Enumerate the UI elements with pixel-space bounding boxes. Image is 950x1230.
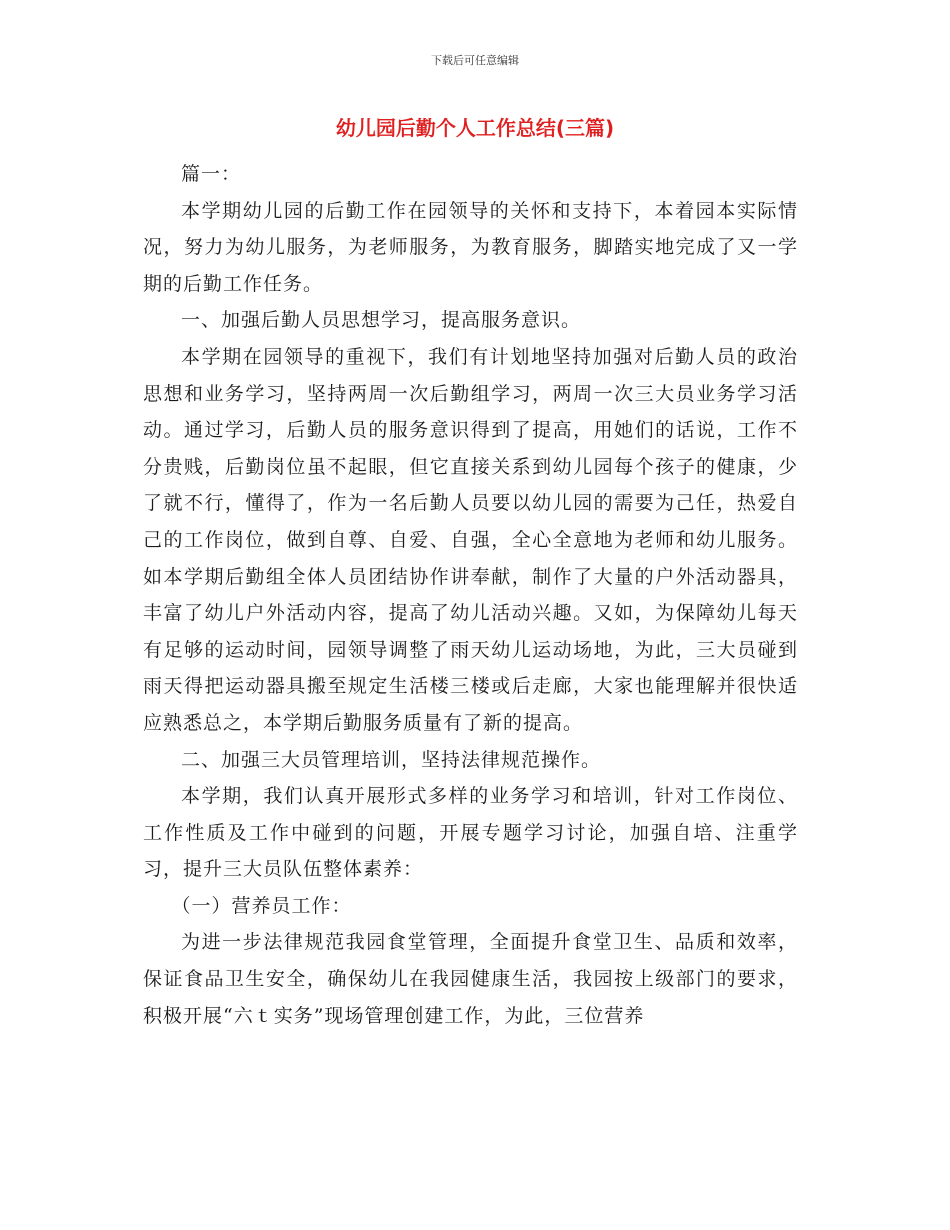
section-heading-part-one: 篇一： — [181, 163, 242, 185]
paragraph-intro: 本学期幼儿园的后勤工作在园领导的关怀和支持下，本着园本实际情况，努力为幼儿服务，为老师服务，为教育服务，脚踏实地完成了又一学期的后勤工作任务。 — [143, 199, 798, 295]
paragraph-training: 本学期，我们认真开展形式多样的业务学习和培训，针对工作岗位、工作性质及工作中碰到的问题，开展专题学习讨论，加强自培、注重学习，提升三大员队伍整体素养： — [143, 785, 798, 881]
document-title: 幼儿园后勤个人工作总结(三篇) — [335, 116, 615, 140]
page-header-note: 下载后可任意编辑 — [431, 54, 519, 67]
paragraph-study: 本学期在园领导的重视下，我们有计划地坚持加强对后勤人员的政治思想和业务学习，坚持两周一次后勤组学习，两周一次三大员业务学习活动。通过学习，后勤人员的服务意识得到了提高，用她们的话说，工作不分贵贱，后勤岗位虽不起眼，但它直接关系到幼儿园每个孩子的健康，少了就不行，懂得了，作为一名后勤人员要以幼儿园的需要为己任，热爱自己的工作岗位，做到自尊、自爱、自强，全心全意地为老师和幼儿服务。如本学期后勤组全体人员团结协作讲奉献，制作了大量的户外活动器具，丰富了幼儿户外活动内容，提高了幼儿活动兴趣。又如，为保障幼儿每天有足够的运动时间，园领导调整了雨天幼儿运动场地，为此，三大员碰到雨天得把运动器具搬至规定生活楼三楼或后走廊，大家也能理解并很快适应熟悉总之，本学期后勤服务质量有了新的提高。 — [143, 345, 798, 734]
document-body — [143, 156, 798, 1034]
paragraph-canteen: 为进一步法律规范我园食堂管理，全面提升食堂卫生、品质和效率，保证食品卫生安全，确保幼儿在我园健康生活，我园按上级部门的要求，积极开展“六ｔ实务”现场管理创建工作，为此，三位营养 — [143, 931, 798, 1027]
section-heading-2: 二、加强三大员管理培训，坚持法律规范操作。 — [181, 748, 602, 771]
subsection-heading-nutrition: （一）营养员工作： — [171, 894, 352, 917]
section-heading-1: 一、加强后勤人员思想学习，提高服务意识。 — [181, 309, 582, 332]
